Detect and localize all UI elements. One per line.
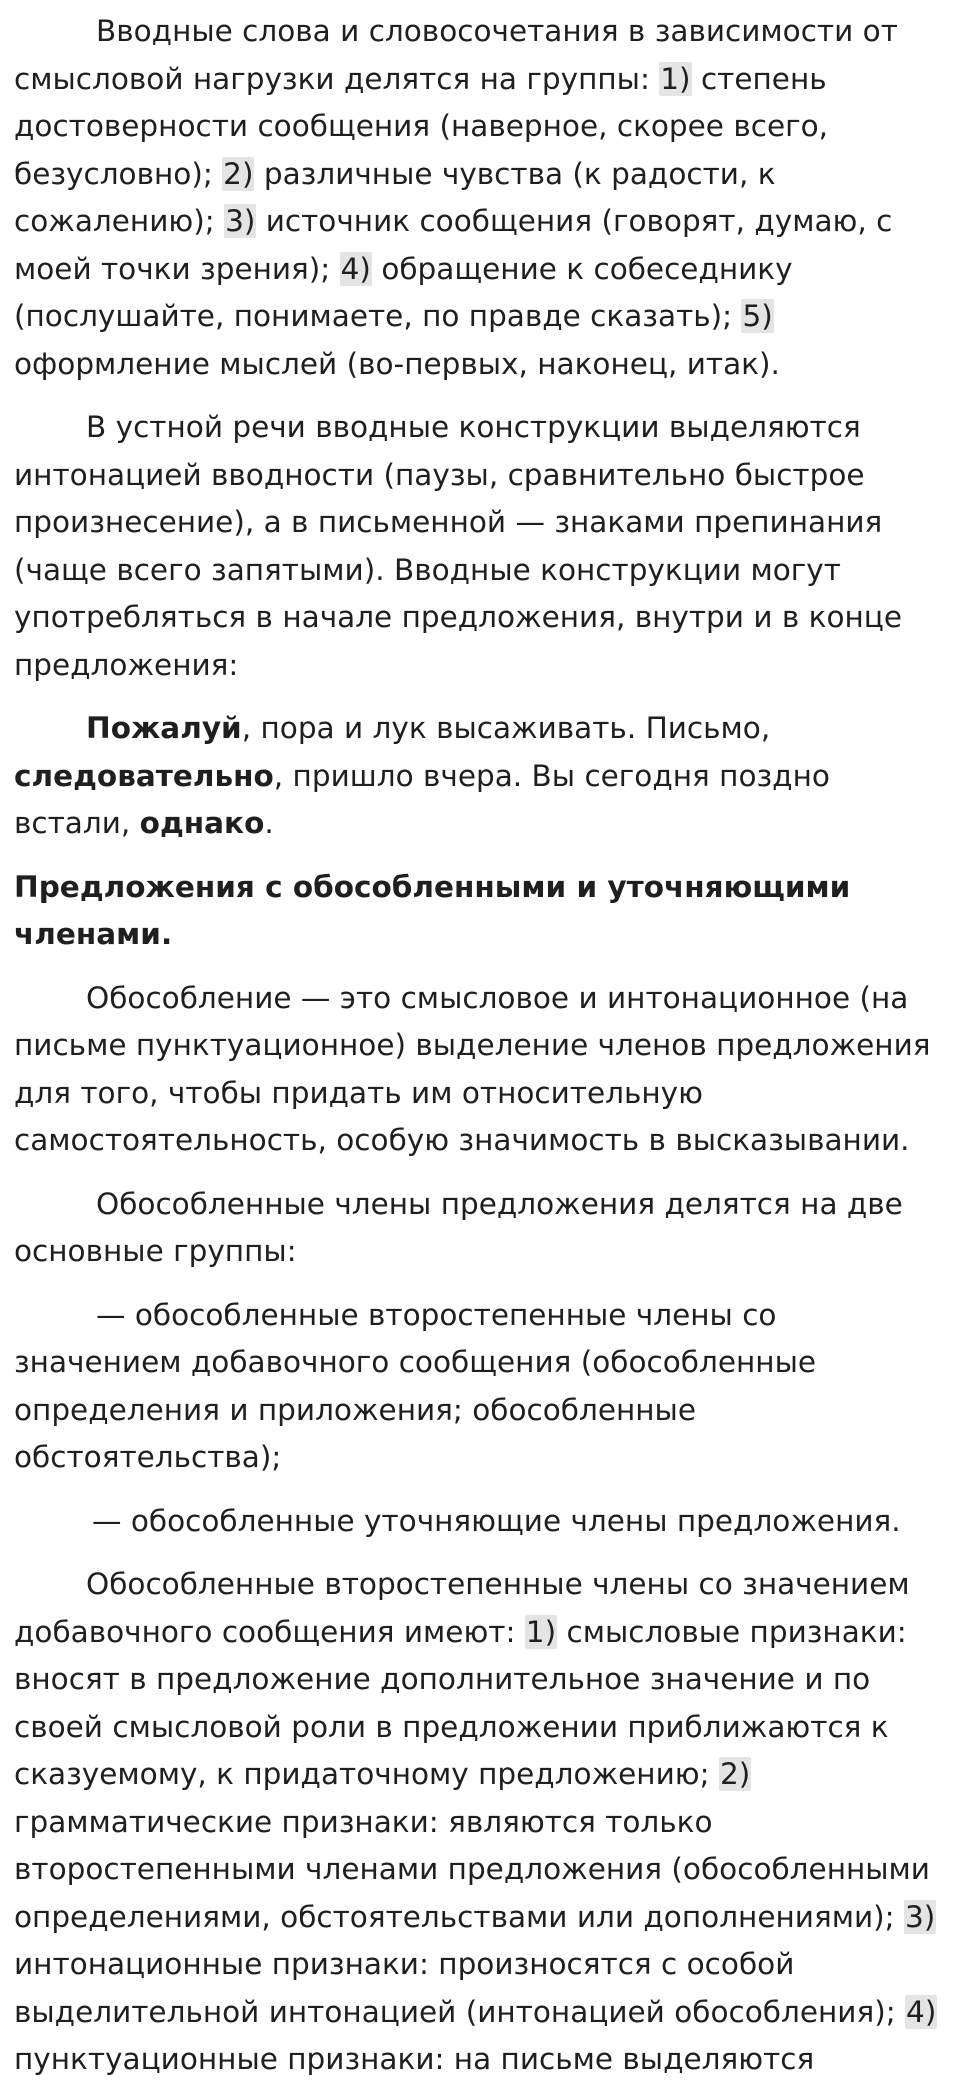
paragraph-introductory-groups (14, 8, 950, 388)
paragraph-definition: Обособление — это смысловое и интонационное (на письме пунктуационное) выделение членов предложения для того, чтобы придать им относительную самостоятельность, особую значимость в высказывании. (14, 980, 931, 1157)
paragraph-text: пунктуационные признаки: на письме выделяются (14, 2042, 815, 2076)
example-text: . (264, 806, 274, 840)
section-heading: Предложения с обособленными и уточняющими членами. (14, 869, 851, 951)
paragraph-text: обращение к собеседнику (послушайте, понимаете, по правде сказать); (14, 251, 793, 333)
example-bold-word: однако (139, 806, 265, 840)
example-text: , пора и лук высаживать. Письмо, (241, 711, 771, 745)
list-number: 3) (904, 1899, 936, 1934)
list-number: 4) (906, 1994, 937, 2029)
example-text: , пришло вчера. Вы сегодня поздно встали, (14, 758, 830, 840)
paragraph-groups: Обособленные члены предложения делятся на две основные группы: (14, 1186, 903, 1268)
paragraph-text: грамматические признаки: являются только второстепенными членами предложения (обособленными определениями, обстоятельствами или дополнениями); (14, 1804, 930, 1934)
list-number: 5) (742, 299, 773, 333)
paragraph-text: Вводные слова и словосочетания в зависимости от смысловой нагрузки делятся на группы: (14, 14, 898, 96)
list-number: 2) (719, 1757, 751, 1791)
paragraph-text: Обособленные второстепенные члены со значением добавочного сообщения имеют: (14, 1567, 910, 1649)
paragraph-text: источник сообщения (говорят, думаю, с моей точки зрения); (14, 204, 893, 286)
paragraph-text: степень достоверности сообщения (наверное, скорее всего, безусловно); (14, 61, 829, 191)
paragraph-text: смысловые признаки: вносят в предложение дополнительное значение и по своей смысловой роли в предложении приближаются к сказуемому, к придаточному предложению; (14, 1614, 907, 1791)
paragraph-text: различные чувства (к радости, к сожалению); (14, 156, 776, 238)
paragraph-text: оформление мыслей (во-первых, наконец, итак). (14, 346, 780, 381)
example-bold-word: Пожалуй (86, 711, 242, 745)
paragraph-examples (14, 705, 950, 848)
paragraph-group-two: — обособленные уточняющие члены предложения. (92, 1503, 901, 1538)
list-number: 2) (223, 156, 254, 191)
paragraph-group-one: — обособленные второстепенные члены со значением добавочного сообщения (обособленные определения и приложения; обособленные обстоятельства); (14, 1297, 817, 1474)
paragraph-oral-speech: В устной речи вводные конструкции выделяются интонацией вводности (паузы, сравнительно быстрое произнесение), а в письменной — знаками препинания (чаще всего запятыми). Вводные конструкции могут употребляться в начале предложения, внутри и в конце предложения: (14, 410, 903, 682)
paragraph-features (14, 1561, 950, 2084)
list-number: 1) (525, 1614, 557, 1649)
example-bold-word: следовательно (14, 758, 274, 793)
paragraph-text: интонационные признаки: произносятся с особой выделительной интонацией (интонацией обособления); (14, 1947, 896, 2029)
list-number: 4) (340, 251, 371, 286)
list-number: 3) (225, 204, 256, 238)
list-number: 1) (660, 61, 691, 96)
